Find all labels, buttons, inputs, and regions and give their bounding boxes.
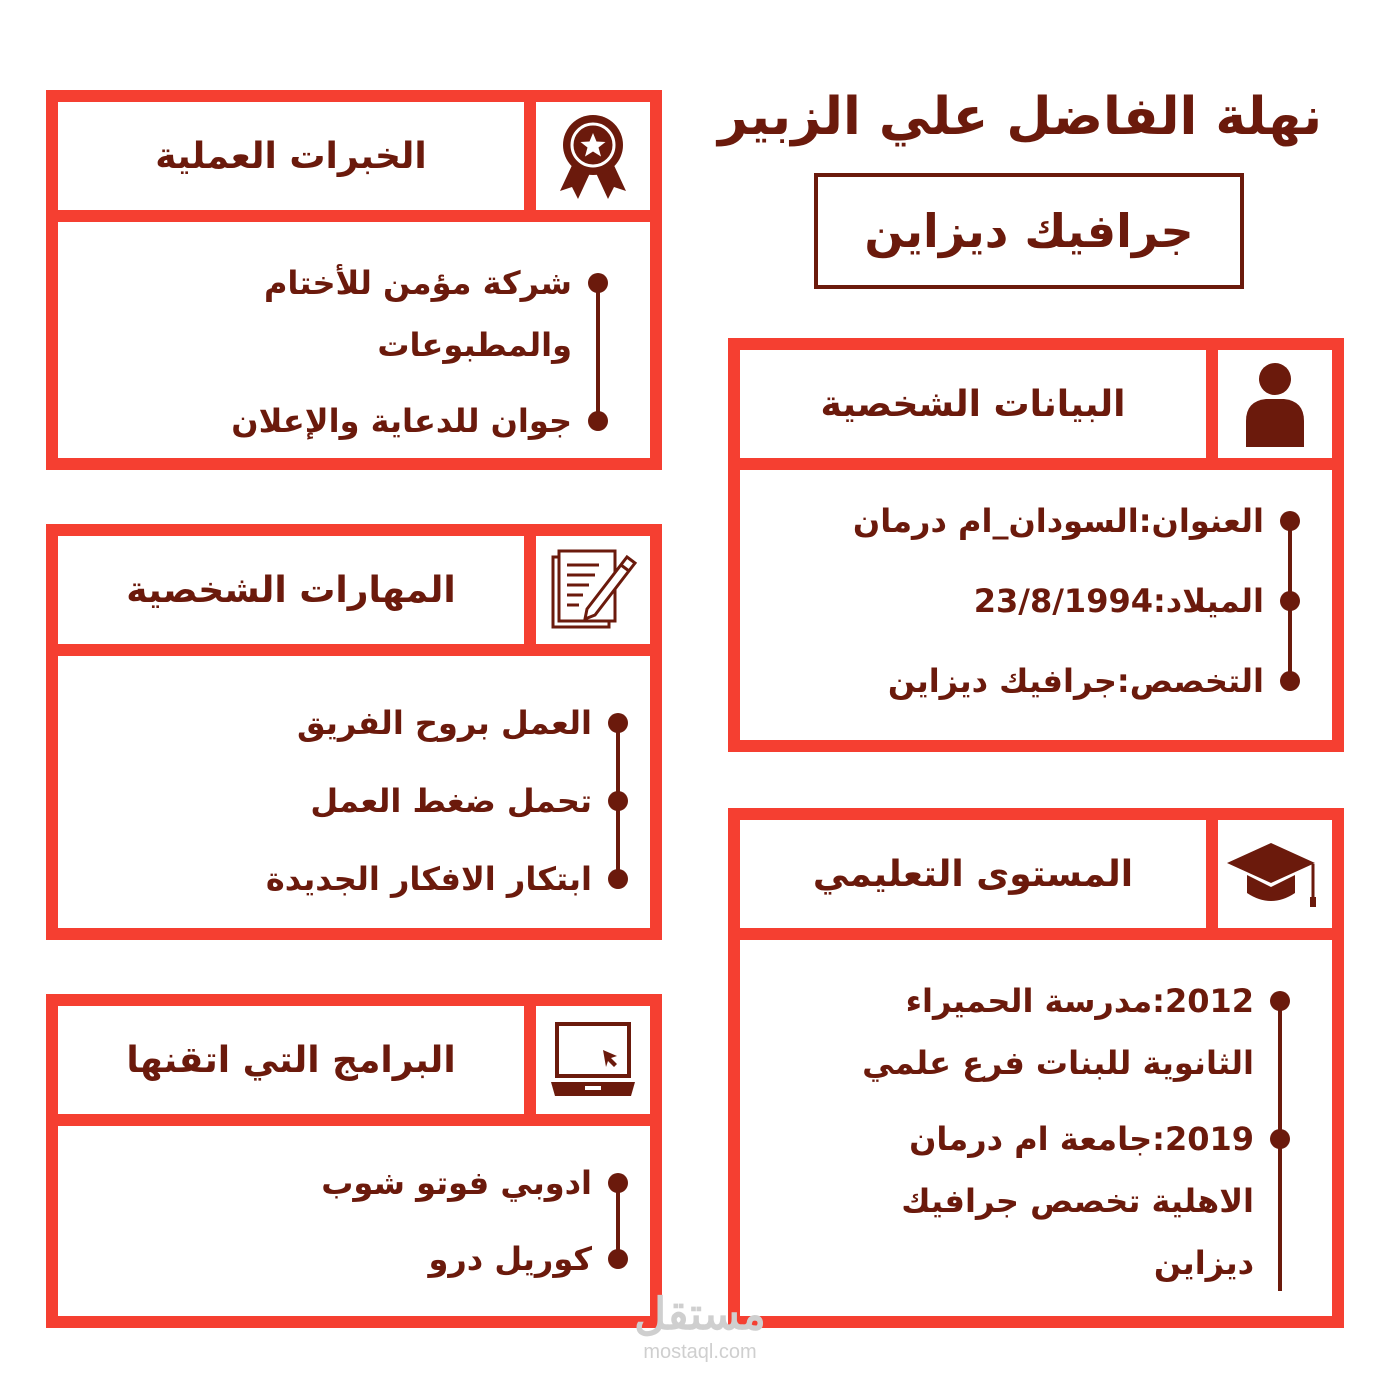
list-item: العنوان:السودان_ام درمان: [782, 490, 1302, 552]
experience-list: [210, 252, 610, 452]
software-list: [270, 1152, 630, 1290]
watermark-logo-text: مستقل: [634, 1290, 766, 1339]
card-icon-cell: [1206, 820, 1332, 928]
person-icon: [1240, 359, 1310, 449]
list-item: كوريل درو: [270, 1228, 630, 1290]
list-item: التخصص:جرافيك ديزاين: [782, 650, 1302, 712]
card-title: المهارات الشخصية: [126, 569, 456, 611]
card-title: البيانات الشخصية: [820, 383, 1126, 425]
list-item: تحمل ضغط العمل: [170, 770, 630, 832]
personal-list: [782, 490, 1302, 712]
list-item: ابتكار الافكار الجديدة: [170, 848, 630, 910]
card-icon-cell: [524, 536, 650, 644]
card-title: الخبرات العملية: [155, 135, 427, 177]
award-ribbon-icon: [548, 111, 638, 201]
list-item: 2012:مدرسة الحميراء الثانوية للبنات فرع علمي: [822, 970, 1292, 1094]
card-header: [58, 536, 650, 656]
experience-card: [46, 90, 662, 470]
list-item: ادوبي فوتو شوب: [270, 1152, 630, 1214]
card-icon-cell: [1206, 350, 1332, 458]
software-card: [46, 994, 662, 1328]
list-item: العمل بروح الفريق: [170, 692, 630, 754]
list-item: 2019:جامعة ام درمان الاهلية تخصص جرافيك ديزاين: [822, 1108, 1292, 1294]
skills-card: [46, 524, 662, 940]
card-header: [58, 102, 650, 222]
list-item: شركة مؤمن للأختام والمطبوعات: [210, 252, 610, 376]
job-title: جرافيك ديزاين: [864, 204, 1194, 258]
card-title: المستوى التعليمي: [812, 853, 1134, 895]
personal-data-card: [728, 338, 1344, 752]
card-title: البرامج التي اتقنها: [126, 1039, 456, 1081]
job-title-box: [814, 173, 1244, 289]
card-header: [740, 820, 1332, 940]
document-pen-icon: [547, 547, 639, 633]
watermark-url: mostaql.com: [643, 1341, 757, 1363]
card-icon-cell: [524, 102, 650, 210]
education-list: [822, 970, 1292, 1294]
education-card: [728, 808, 1344, 1328]
card-header: [740, 350, 1332, 470]
person-name: نهلة الفاضل علي الزبير: [717, 87, 1323, 147]
list-item: الميلاد:23/8/1994: [782, 570, 1302, 632]
card-header: [58, 1006, 650, 1126]
graduation-cap-icon: [1225, 829, 1325, 919]
laptop-icon: [547, 1018, 639, 1102]
card-icon-cell: [524, 1006, 650, 1114]
skills-list: [170, 692, 630, 910]
watermark: [600, 1290, 800, 1364]
list-item: جوان للدعاية والإعلان: [210, 390, 610, 452]
